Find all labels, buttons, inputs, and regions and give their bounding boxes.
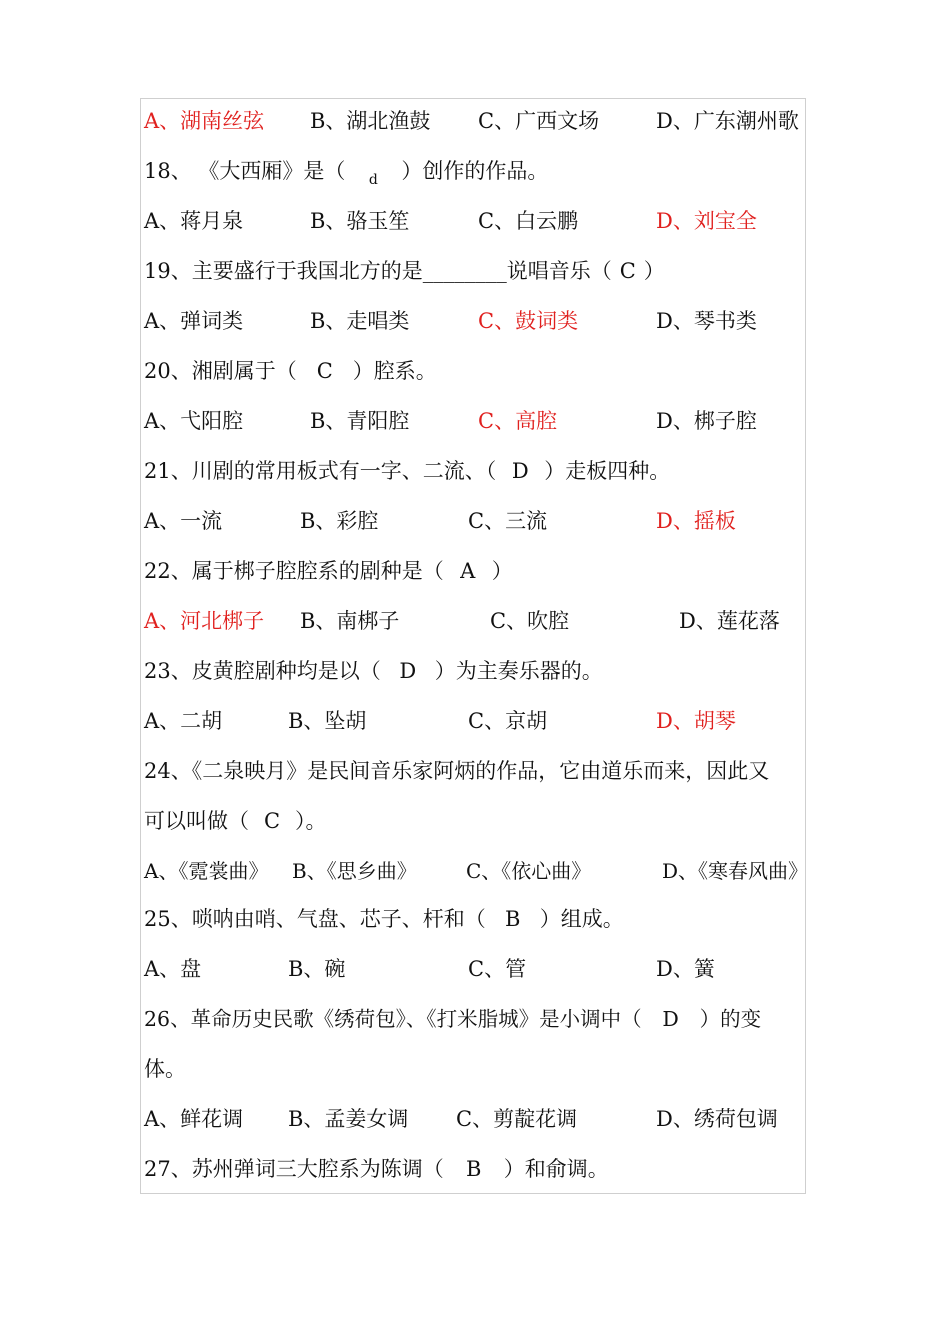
q20-text-post: ）腔系。 xyxy=(352,359,437,383)
q18-option-b: B、骆玉笙 xyxy=(310,209,410,233)
q22-text-post: ） xyxy=(491,559,513,583)
q23-options xyxy=(144,706,809,736)
q26-question-line1 xyxy=(144,1004,809,1034)
q23-text-post: ）为主奏乐器的。 xyxy=(434,659,603,683)
q22-answer: A xyxy=(460,559,476,583)
q27-text-pre: 27、苏州弹词三大腔系为陈调（ xyxy=(144,1157,444,1181)
q21-text-pre: 21、川剧的常用板式有一字、二流、（ xyxy=(144,459,497,483)
q23-question xyxy=(144,656,809,686)
q26-option-a: A、鲜花调 xyxy=(144,1107,244,1131)
q24-text-pre: 可以叫做（ xyxy=(144,809,249,833)
q24-options xyxy=(144,856,809,886)
q24-option-b: B、《思乡曲》 xyxy=(292,859,417,883)
q21-option-b: B、彩腔 xyxy=(300,509,379,533)
q27-text-post: ）和俞调。 xyxy=(503,1157,609,1181)
q21-text-post: ）走板四种。 xyxy=(544,459,671,483)
q18-option-d: D、刘宝全 xyxy=(656,209,757,233)
q25-options xyxy=(144,954,809,984)
q20-text-pre: 20、湘剧属于（ xyxy=(144,359,297,383)
q19-question xyxy=(144,256,809,286)
q24-option-c: C、《依心曲》 xyxy=(466,859,592,883)
q23-option-c: C、京胡 xyxy=(468,709,548,733)
q19-option-d: D、琴书类 xyxy=(656,309,757,333)
q19-answer: C xyxy=(619,259,636,283)
q25-text-pre: 25、唢呐由哨、气盘、芯子、杆和（ xyxy=(144,907,486,931)
q22-text-pre: 22、属于梆子腔腔系的剧种是（ xyxy=(144,559,444,583)
q17-option-a: A、湖南丝弦 xyxy=(144,109,265,133)
q25-option-d: D、簧 xyxy=(656,957,715,981)
q18-options xyxy=(144,206,809,236)
q25-option-c: C、管 xyxy=(468,957,527,981)
q20-option-b: B、青阳腔 xyxy=(310,409,410,433)
q22-option-c: C、吹腔 xyxy=(490,609,570,633)
q23-text-pre: 23、皮黄腔剧种均是以（ xyxy=(144,659,381,683)
q27-question xyxy=(144,1154,809,1184)
q20-option-c: C、高腔 xyxy=(478,409,558,433)
q24-option-d: D、《寒春风曲》 xyxy=(662,859,809,883)
q22-options xyxy=(144,606,809,636)
q24-question-line1 xyxy=(144,756,809,786)
q26-options xyxy=(144,1104,809,1134)
q21-options xyxy=(144,506,809,536)
q22-option-d: D、莲花落 xyxy=(679,609,780,633)
q21-option-d: D、摇板 xyxy=(656,509,736,533)
q18-answer: d xyxy=(368,172,378,188)
q26-option-c: C、剪靛花调 xyxy=(456,1107,578,1131)
q26-text-pre: 26、革命历史民歌《绣荷包》、《打米脂城》是小调中（ xyxy=(144,1007,642,1031)
q21-answer: D xyxy=(511,459,529,483)
q21-question xyxy=(144,456,809,486)
q23-option-a: A、二胡 xyxy=(144,709,223,733)
q20-options xyxy=(144,406,809,436)
q20-option-a: A、弋阳腔 xyxy=(144,409,244,433)
q21-option-c: C、三流 xyxy=(468,509,548,533)
q19-option-c: C、鼓词类 xyxy=(478,309,579,333)
q19-text-pre: 19、主要盛行于我国北方的是________说唱音乐（ xyxy=(144,259,612,283)
q26-answer: D xyxy=(662,1007,679,1031)
q25-question xyxy=(144,904,809,934)
q17-options xyxy=(144,106,809,136)
q24-text-line1: 24、《二泉映月》是民间音乐家阿炳的作品，它由道乐而来，因此又 xyxy=(144,759,770,783)
q24-answer: C xyxy=(263,809,281,833)
q26-text-line2: 体。 xyxy=(144,1057,186,1081)
q27-answer: B xyxy=(466,1157,482,1181)
q18-option-a: A、蒋月泉 xyxy=(144,209,244,233)
q22-option-b: B、南梆子 xyxy=(300,609,400,633)
q26-option-b: B、孟姜女调 xyxy=(288,1107,409,1131)
q19-text-post: ） xyxy=(643,259,665,283)
q26-text-post: ）的变 xyxy=(699,1007,762,1031)
q18-question xyxy=(144,156,809,186)
q17-option-d: D、广东潮州歌 xyxy=(656,109,799,133)
q19-options xyxy=(144,306,809,336)
q20-option-d: D、梆子腔 xyxy=(656,409,757,433)
q20-question xyxy=(144,356,809,386)
q18-text-pre: 18、 《大西厢》是（ xyxy=(144,159,346,183)
q25-text-post: ）组成。 xyxy=(539,907,624,931)
q24-option-a: A、《霓裳曲》 xyxy=(144,859,269,883)
q18-option-c: C、白云鹏 xyxy=(478,209,579,233)
q25-option-b: B、碗 xyxy=(288,957,346,981)
q23-answer: D xyxy=(399,659,417,683)
q25-answer: B xyxy=(505,907,521,931)
q22-question xyxy=(144,556,809,586)
q18-text-post: ）创作的作品。 xyxy=(401,159,549,183)
q23-option-b: B、坠胡 xyxy=(288,709,367,733)
q26-option-d: D、绣荷包调 xyxy=(656,1107,778,1131)
q19-option-b: B、走唱类 xyxy=(310,309,410,333)
q17-option-b: B、湖北渔鼓 xyxy=(310,109,431,133)
q20-answer: C xyxy=(316,359,333,383)
q24-text-post: ）。 xyxy=(295,809,327,833)
q26-question-line2 xyxy=(144,1054,809,1084)
q21-option-a: A、一流 xyxy=(144,509,223,533)
q23-option-d: D、胡琴 xyxy=(656,709,736,733)
q25-option-a: A、盘 xyxy=(144,957,202,981)
q17-option-c: C、广西文场 xyxy=(478,109,600,133)
q24-question-line2 xyxy=(144,806,809,836)
q22-option-a: A、河北梆子 xyxy=(144,609,265,633)
q19-option-a: A、弹词类 xyxy=(144,309,244,333)
